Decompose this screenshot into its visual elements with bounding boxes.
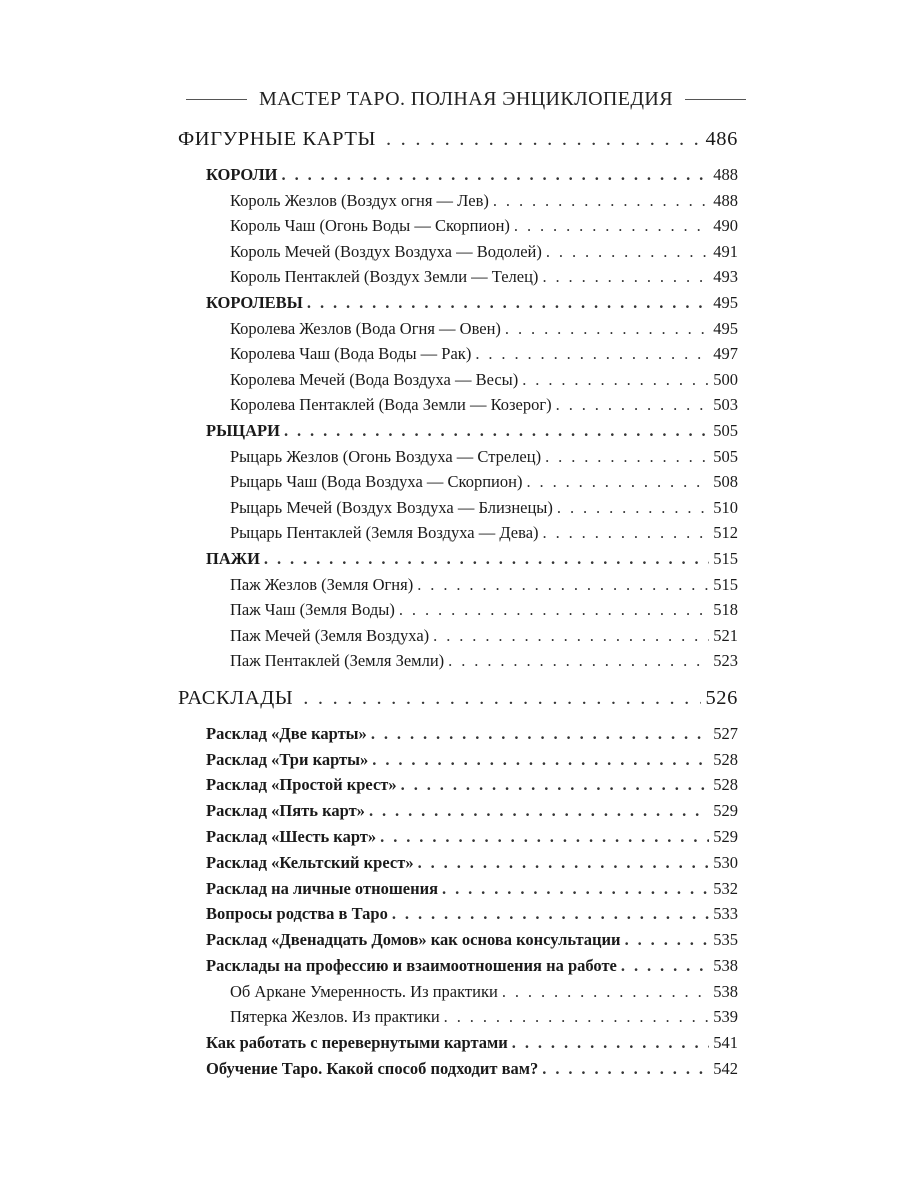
- toc-entry-bold: [178, 853, 738, 879]
- running-head-rule-right: [685, 99, 746, 100]
- toc-entry-section: [178, 687, 738, 720]
- dot-leader: [505, 319, 709, 339]
- toc-entry-title: Об Аркане Умеренность. Из практики: [230, 981, 498, 1001]
- dot-leader: [522, 370, 709, 390]
- toc-entry-bold: [178, 930, 738, 956]
- dot-leader: [369, 801, 709, 821]
- toc-entry-bold: [178, 827, 738, 853]
- toc-entry-title: Как работать с перевернутыми картами: [206, 1033, 508, 1053]
- toc-entry-title: Вопросы родства в Таро: [206, 904, 388, 924]
- toc-entry-page-number: 515: [713, 548, 738, 568]
- toc-entry-page-number: 529: [713, 827, 738, 847]
- toc-entry-page-number: 535: [713, 930, 738, 950]
- toc-entry-page-number: 528: [713, 775, 738, 795]
- dot-leader: [502, 982, 709, 1002]
- dot-leader: [542, 1059, 709, 1079]
- dot-leader: [417, 575, 709, 595]
- toc-entry-title: Королева Жезлов (Вода Огня — Овен): [230, 318, 501, 338]
- toc-entry-item: [178, 982, 738, 1008]
- toc-entry-bold: [178, 879, 738, 905]
- dot-leader: [512, 1033, 709, 1053]
- dot-leader: [514, 216, 709, 236]
- toc-entry-page-number: 505: [713, 446, 738, 466]
- toc-entry-page-number: 493: [713, 267, 738, 287]
- toc-entry-page-number: 523: [713, 651, 738, 671]
- toc-entry-group: [178, 549, 738, 575]
- dot-leader: [433, 626, 709, 646]
- book-title: МАСТЕР ТАРО. ПОЛНАЯ ЭНЦИКЛОПЕДИЯ: [258, 87, 674, 110]
- toc-entry-bold: [178, 724, 738, 750]
- toc-entry-title: КОРОЛЕВЫ: [206, 292, 303, 312]
- toc-entry-title: Расклад «Пять карт»: [206, 801, 365, 821]
- toc-entry-bold: [178, 1033, 738, 1059]
- toc-entry-page-number: 508: [713, 472, 738, 492]
- toc-entry-title: Расклады на профессию и взаимоотношения на работе: [206, 956, 617, 976]
- toc-entry-page-number: 527: [713, 723, 738, 743]
- toc-entry-page-number: 495: [713, 318, 738, 338]
- toc-entry-item: [178, 523, 738, 549]
- toc-entry-title: Паж Пентаклей (Земля Земли): [230, 651, 445, 671]
- dot-leader: [399, 600, 709, 620]
- table-of-contents: [178, 128, 738, 1085]
- toc-entry-title: ФИГУРНЫЕ КАРТЫ: [178, 128, 377, 150]
- toc-entry-title: Обучение Таро. Какой способ подходит вам?: [206, 1058, 539, 1078]
- dot-leader: [380, 827, 709, 847]
- toc-entry-page-number: 486: [705, 128, 738, 150]
- dot-leader: [542, 267, 709, 287]
- toc-entry-title: Король Чаш (Огонь Воды — Скорпион): [230, 216, 510, 236]
- toc-entry-item: [178, 267, 738, 293]
- dot-leader: [392, 904, 709, 924]
- toc-entry-page-number: 510: [713, 497, 738, 517]
- toc-entry-bold: [178, 750, 738, 776]
- toc-entry-page-number: 528: [713, 749, 738, 769]
- toc-entry-title: Пятерка Жезлов. Из практики: [230, 1007, 440, 1027]
- toc-entry-title: Король Жезлов (Воздух огня — Лев): [230, 190, 489, 210]
- toc-entry-group: [178, 293, 738, 319]
- toc-entry-title: Рыцарь Пентаклей (Земля Воздуха — Дева): [230, 523, 539, 543]
- toc-entry-title: РАСКЛАДЫ: [178, 686, 294, 709]
- dot-leader: [557, 498, 709, 518]
- dot-leader: [282, 165, 710, 185]
- toc-entry-bold: [178, 956, 738, 982]
- toc-entry-item: [178, 447, 738, 473]
- toc-entry-title: Королева Чаш (Вода Воды — Рак): [230, 344, 472, 364]
- toc-entry-title: Расклад «Шесть карт»: [206, 827, 377, 847]
- toc-entry-group: [178, 421, 738, 447]
- dot-leader: [621, 956, 709, 976]
- toc-entry-item: [178, 1007, 738, 1033]
- dot-leader: [264, 549, 709, 569]
- toc-entry-title: Рыцарь Мечей (Воздух Воздуха — Близнецы): [230, 497, 553, 517]
- toc-entry-title: Паж Мечей (Земля Воздуха): [230, 625, 430, 645]
- dot-leader: [556, 395, 710, 415]
- dot-leader: [448, 651, 709, 671]
- toc-entry-title: Расклад «Три карты»: [206, 749, 369, 769]
- dot-leader: [545, 447, 709, 467]
- toc-entry-title: Расклад «Две карты»: [206, 723, 367, 743]
- dot-leader: [444, 1007, 710, 1027]
- toc-entry-item: [178, 344, 738, 370]
- toc-entry-page-number: 497: [713, 344, 738, 364]
- toc-entry-item: [178, 191, 738, 217]
- toc-entry-bold: [178, 1059, 738, 1085]
- toc-entry-page-number: 495: [713, 292, 738, 312]
- toc-entry-page-number: 515: [713, 574, 738, 594]
- toc-entry-page-number: 521: [713, 625, 738, 645]
- dot-leader: [307, 293, 709, 313]
- toc-entry-title: Королева Пентаклей (Вода Земли — Козерог): [230, 395, 552, 415]
- toc-entry-item: [178, 626, 738, 652]
- toc-entry-group: [178, 165, 738, 191]
- toc-entry-title: Рыцарь Жезлов (Огонь Воздуха — Стрелец): [230, 446, 542, 466]
- toc-entry-page-number: 539: [713, 1007, 738, 1027]
- toc-entry-page-number: 500: [713, 369, 738, 389]
- toc-entry-title: Королева Мечей (Вода Воздуха — Весы): [230, 369, 519, 389]
- toc-entry-item: [178, 498, 738, 524]
- toc-entry-page-number: 503: [713, 395, 738, 415]
- dot-leader: [526, 472, 709, 492]
- toc-entry-page-number: 490: [713, 216, 738, 236]
- toc-entry-section: [178, 128, 738, 161]
- toc-entry-title: Расклад «Кельтский крест»: [206, 852, 414, 872]
- toc-entry-page-number: 538: [713, 981, 738, 1001]
- toc-entry-page-number: 488: [713, 190, 738, 210]
- toc-entry-item: [178, 395, 738, 421]
- running-head: [186, 84, 746, 114]
- toc-entry-page-number: 533: [713, 904, 738, 924]
- toc-entry-title: РЫЦАРИ: [206, 420, 280, 440]
- toc-entry-page-number: 488: [713, 165, 738, 184]
- toc-entry-page-number: 532: [713, 878, 738, 898]
- dot-leader: [418, 853, 710, 873]
- toc-entry-item: [178, 575, 738, 601]
- toc-entry-page-number: 518: [713, 600, 738, 620]
- toc-entry-page-number: 541: [713, 1033, 738, 1053]
- toc-entry-item: [178, 651, 738, 677]
- dot-leader: [543, 523, 710, 543]
- toc-entry-title: КОРОЛИ: [206, 165, 278, 184]
- toc-entry-title: Паж Жезлов (Земля Огня): [230, 574, 414, 594]
- toc-entry-item: [178, 370, 738, 396]
- toc-entry-bold: [178, 904, 738, 930]
- toc-entry-item: [178, 216, 738, 242]
- dot-leader: [284, 421, 709, 441]
- toc-entry-page-number: 526: [705, 686, 738, 709]
- dot-leader: [475, 344, 709, 364]
- toc-entry-title: Король Пентаклей (Воздух Земли — Телец): [230, 267, 539, 287]
- dot-leader: [401, 775, 710, 795]
- toc-entry-page-number: 491: [713, 241, 738, 261]
- toc-entry-title: Рыцарь Чаш (Вода Воздуха — Скорпион): [230, 472, 523, 492]
- dot-leader: [372, 750, 709, 770]
- toc-entry-page-number: 530: [713, 852, 738, 872]
- toc-entry-bold: [178, 801, 738, 827]
- toc-entry-title: Расклад «Простой крест»: [206, 775, 397, 795]
- dot-leader: [493, 191, 709, 211]
- toc-entry-title: Паж Чаш (Земля Воды): [230, 600, 395, 620]
- dot-leader: [386, 128, 701, 151]
- toc-entry-title: Расклад «Двенадцать Домов» как основа консультации: [206, 930, 621, 950]
- dot-leader: [625, 930, 710, 950]
- toc-entry-title: Король Мечей (Воздух Воздуха — Водолей): [230, 241, 542, 261]
- toc-entry-bold: [178, 775, 738, 801]
- toc-entry-title: Расклад на личные отношения: [206, 878, 439, 898]
- toc-entry-page-number: 505: [713, 420, 738, 440]
- running-head-rule-left: [186, 99, 247, 100]
- toc-entry-page-number: 529: [713, 801, 738, 821]
- dot-leader: [303, 687, 701, 710]
- toc-entry-item: [178, 472, 738, 498]
- toc-entry-page-number: 512: [713, 523, 738, 543]
- toc-entry-title: ПАЖИ: [206, 548, 260, 568]
- dot-leader: [371, 724, 709, 744]
- toc-entry-item: [178, 319, 738, 345]
- toc-entry-page-number: 542: [713, 1058, 738, 1078]
- dot-leader: [546, 242, 709, 262]
- toc-entry-item: [178, 600, 738, 626]
- dot-leader: [442, 879, 709, 899]
- toc-entry-page-number: 538: [713, 956, 738, 976]
- toc-entry-item: [178, 242, 738, 268]
